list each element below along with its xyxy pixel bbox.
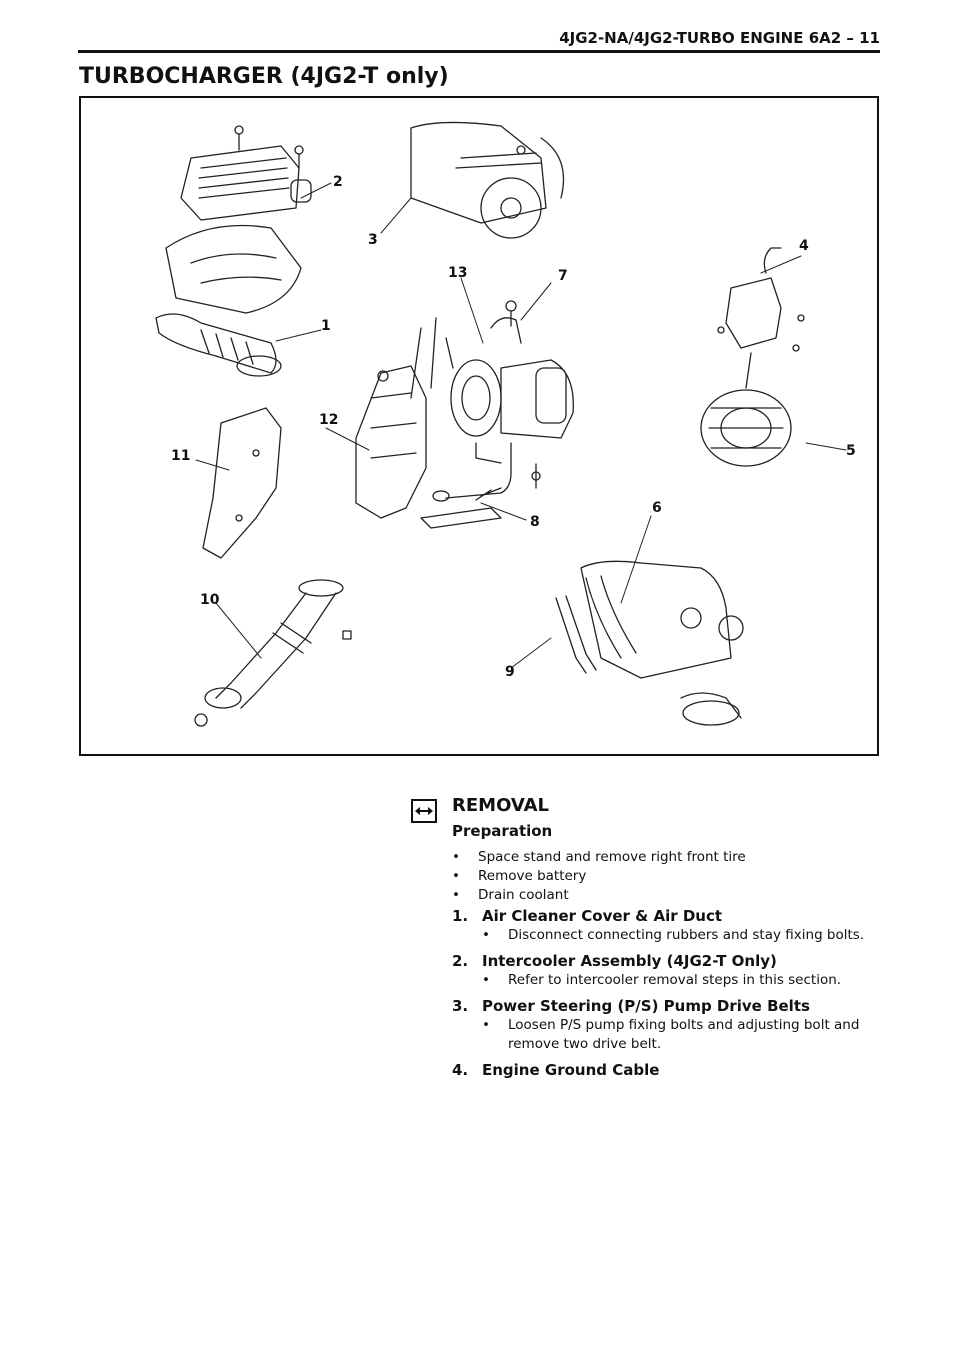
- callout-5: 5: [846, 443, 856, 459]
- callout-12: 12: [319, 412, 339, 428]
- generator-drawing: [701, 248, 804, 466]
- removal-step-1: [452, 906, 882, 945]
- callout-6: 6: [652, 500, 662, 516]
- step-number: 2.: [452, 952, 469, 970]
- callout-4: 4: [799, 238, 809, 254]
- step-note-text: Refer to intercooler removal steps in this section.: [508, 972, 842, 988]
- coolant-hoses-drawing: [556, 561, 743, 725]
- step-note: • Refer to intercooler removal steps in this section.: [482, 972, 842, 988]
- removal-step-2: [452, 951, 882, 990]
- callout-3: 3: [368, 232, 378, 248]
- callout-11: 11: [171, 448, 191, 464]
- preparation-list: [452, 848, 882, 905]
- removal-step-4: [452, 1060, 882, 1080]
- step-note: • Disconnect connecting rubbers and stay fixing bolts.: [482, 927, 865, 943]
- step-note-text: Loosen P/S pump fixing bolts and adjusting bolt and remove two drive belt.: [508, 1017, 860, 1052]
- callout-leader-lines: [196, 183, 846, 668]
- step-number: 3.: [452, 997, 469, 1015]
- step-note: • Loosen P/S pump fixing bolts and adjusting bolt and remove two drive belt.: [482, 1017, 860, 1052]
- step-note-text: Disconnect connecting rubbers and stay fixing bolts.: [508, 927, 865, 943]
- callout-13: 13: [448, 265, 468, 281]
- step-title: Air Cleaner Cover & Air Duct: [482, 907, 723, 925]
- step-title: Power Steering (P/S) Pump Drive Belts: [482, 997, 810, 1015]
- step-title: Engine Ground Cable: [482, 1061, 660, 1079]
- list-item: • Remove battery: [452, 867, 882, 886]
- removal-step-3: [452, 996, 882, 1054]
- turbocharger-drawing: [411, 318, 573, 463]
- callout-9: 9: [505, 664, 515, 680]
- removal-steps: [452, 906, 882, 1086]
- exploded-view-drawing: [81, 98, 877, 754]
- section-title: TURBOCHARGER (4JG2-T only): [79, 64, 449, 89]
- list-item: • Drain coolant: [452, 886, 882, 905]
- callout-2: 2: [333, 174, 343, 190]
- removal-heading: REMOVAL: [452, 795, 549, 816]
- removal-arrows-icon: [411, 799, 437, 823]
- callout-7: 7: [558, 268, 568, 284]
- list-item: • Space stand and remove right front tire: [452, 848, 882, 867]
- callout-8: 8: [530, 514, 540, 530]
- callout-1: 1: [321, 318, 331, 334]
- callout-10: 10: [200, 592, 220, 608]
- running-header: 4JG2-NA/4JG2-TURBO ENGINE 6A2 – 11: [559, 29, 880, 47]
- air-cleaner-duct-drawing: [156, 226, 301, 377]
- heat-shield-drawing: [203, 408, 281, 558]
- exploded-view-figure: [79, 96, 879, 756]
- intercooler-drawing: [181, 126, 311, 220]
- header-rule: [78, 50, 880, 53]
- step-number: 1.: [452, 907, 469, 925]
- step-number: 4.: [452, 1061, 469, 1079]
- ps-pump-belts-drawing: [411, 122, 564, 238]
- exhaust-manifold-drawing: [356, 366, 426, 518]
- preparation-heading: Preparation: [452, 822, 553, 840]
- step-title: Intercooler Assembly (4JG2-T Only): [482, 952, 777, 970]
